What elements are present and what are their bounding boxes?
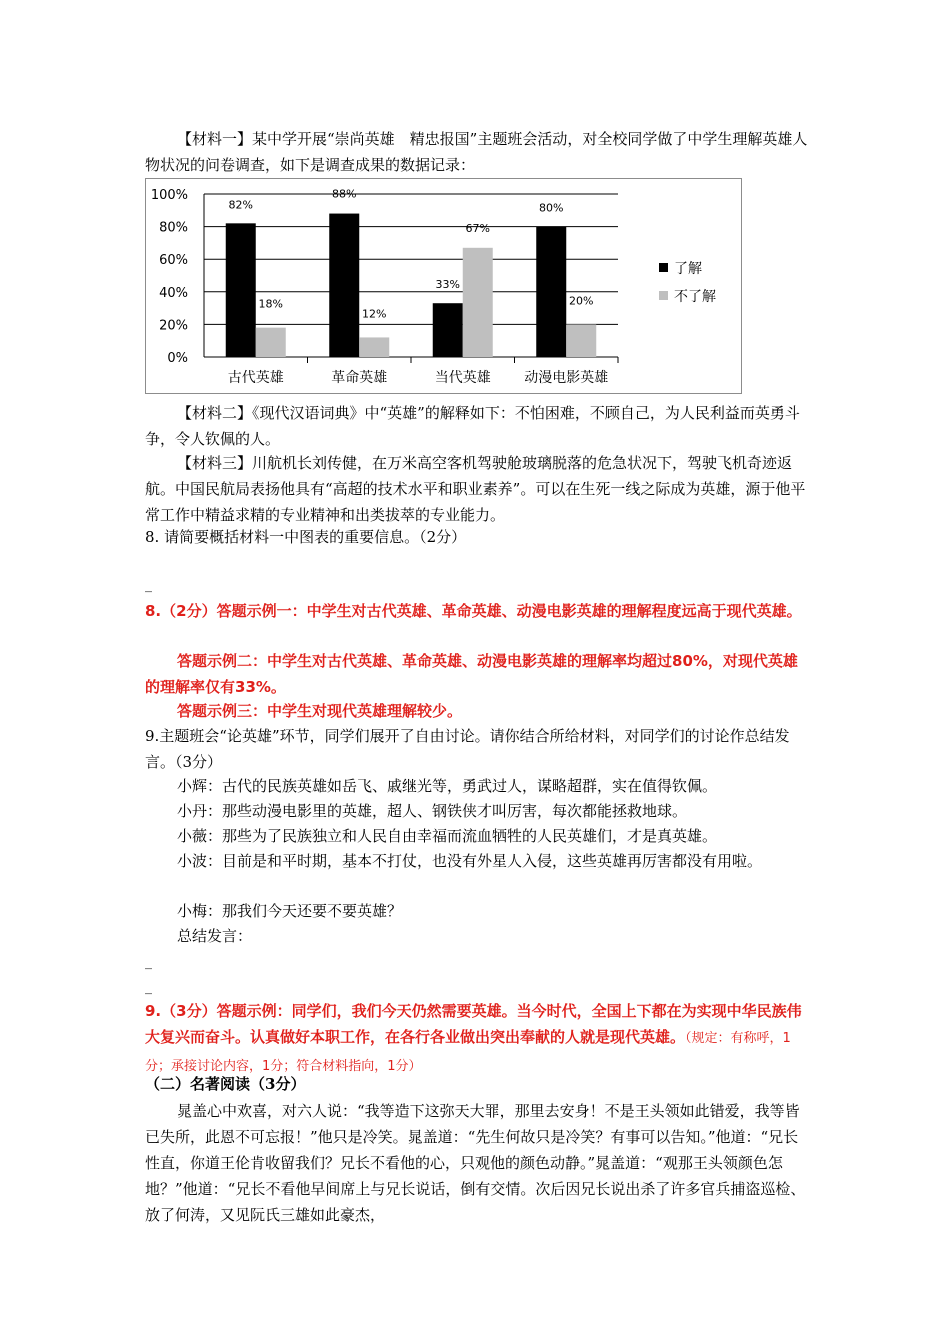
bar-unknown: [256, 328, 286, 357]
bar-unknown: [359, 337, 389, 357]
y-tick-label: 60%: [159, 253, 188, 269]
data-label: 18%: [258, 297, 283, 311]
bar-known: [433, 303, 463, 357]
legend-swatch: [659, 263, 668, 272]
speaker-xiaodan: 小丹：那些动漫电影里的英雄，超人、钢铁侠才叫厉害，每次都能拯救地球。: [177, 802, 688, 820]
data-label: 67%: [465, 221, 490, 235]
y-tick-label: 100%: [150, 188, 188, 203]
speaker-xiaobo: 小波：目前是和平时期，基本不打仗，也没有外星人入侵，这些英雄再厉害都没有用啦。: [177, 852, 763, 870]
bar-unknown: [566, 324, 596, 357]
y-tick-label: 0%: [167, 351, 188, 366]
data-label: 20%: [569, 294, 594, 308]
legend-label: 不了解: [674, 289, 716, 305]
category-label: 当代英雄: [434, 370, 491, 386]
material-two: 【材料二】《现代汉语词典》中“英雄”的解释如下：不怕困难，不顾自己，为人民利益而英勇斗争，令人钦佩的人。: [145, 404, 800, 448]
data-label: 88%: [332, 187, 357, 201]
data-label: 12%: [362, 307, 387, 321]
survey-bar-chart: [145, 178, 742, 394]
question-9: 9.主题班会“论英雄”环节，同学们展开了自由讨论。请你结合所给材料，对同学们的讨论作总结发言。（3分）: [145, 727, 790, 771]
speaker-xiaowei: 小薇：那些为了民族独立和人民自由幸福而流血牺牲的人民英雄们，才是真英雄。: [177, 827, 718, 845]
answer-9-scoring-note: （规定：有称呼，1分；承接讨论内容，1分；符合材料指向，1分）: [145, 1031, 791, 1074]
category-label: 动漫电影英雄: [524, 370, 609, 386]
answer-8-example-3: 答题示例三：中学生对现代英雄理解较少。: [177, 702, 463, 720]
data-label: 33%: [435, 278, 460, 292]
answer-8-example-1: 8.（2分）答题示例一：中学生对古代英雄、革命英雄、动漫电影英雄的理解程度远高于现代英雄。: [145, 602, 802, 620]
material-one: 【材料一】某中学开展“崇尚英雄 精忠报国”主题班会活动，对全校同学做了中学生理解英雄人物状况的问卷调查，如下是调查成果的数据记录：: [145, 130, 808, 174]
answer-9: [145, 998, 810, 1080]
legend-swatch: [659, 291, 668, 300]
answer-9-text: 9.（3分）答题示例：同学们，我们今天仍然需要英雄。当今时代，全国上下都在为实现中华民族伟大复兴而奋斗。认真做好本职工作，在各行各业做出突出奉献的人就是现代英雄。: [145, 1002, 802, 1046]
chart-svg: [146, 179, 741, 393]
category-label: 革命英雄: [331, 370, 388, 386]
section-famous-works: （二）名著阅读（3分）: [145, 1075, 306, 1093]
speaker-xiaomei: 小梅：那我们今天还要不要英雄？: [177, 902, 403, 920]
y-tick-label: 20%: [159, 318, 188, 334]
data-label: 80%: [539, 201, 564, 215]
bar-known: [329, 214, 359, 357]
y-tick-label: 80%: [159, 220, 188, 236]
material-three: 【材料三】川航机长刘传健，在万米高空客机驾驶舱玻璃脱落的危急状况下，驾驶飞机奇迹返航。中国民航局表扬他具有“高超的技术水平和职业素养”。可以在生死一线之际成为英雄，源于他平常工作中精益求精的专业精神和出类拔萃的专业能力。: [145, 454, 806, 524]
answer-blank-8: _: [145, 577, 152, 593]
question-8: 8. 请简要概括材料一中图表的重要信息。（2分）: [145, 528, 467, 546]
bar-unknown: [463, 248, 493, 357]
category-label: 古代英雄: [227, 370, 284, 386]
data-label: 82%: [228, 198, 253, 212]
reading-passage: 晁盖心中欢喜，对六人说：“我等造下这弥天大罪，那里去安身！不是王头领如此错爱，我等皆已失所，此恩不可忘报！”他只是冷笑。晁盖道：“先生何故只是冷笑？有事可以告知。”他道：“兄长性直，你道王伦肯收留我们？兄长不看他的心，只观他的颜色动静。”晁盖道：“观那王头领颜色怎地？”他道：“兄长不看他早间席上与兄长说话，倒有交情。次后因兄长说出杀了许多官兵捕盗巡检、放了何涛，又见阮氏三雄如此豪杰，: [145, 1102, 806, 1224]
y-tick-label: 40%: [159, 285, 188, 301]
answer-blank-9a: _: [145, 954, 152, 970]
bar-known: [226, 223, 256, 357]
legend-label: 了解: [674, 261, 702, 277]
answer-8-example-2: 答题示例二：中学生对古代英雄、革命英雄、动漫电影英雄的理解率均超过80%，对现代英雄的理解率仅有33%。: [145, 652, 798, 696]
bar-known: [536, 227, 566, 357]
speaker-xiaohui: 小辉：古代的民族英雄如岳飞、戚继光等，勇武过人，谋略超群，实在值得钦佩。: [177, 777, 718, 795]
summary-prompt: 总结发言：: [177, 927, 253, 945]
answer-blank-9b: _: [145, 979, 152, 995]
